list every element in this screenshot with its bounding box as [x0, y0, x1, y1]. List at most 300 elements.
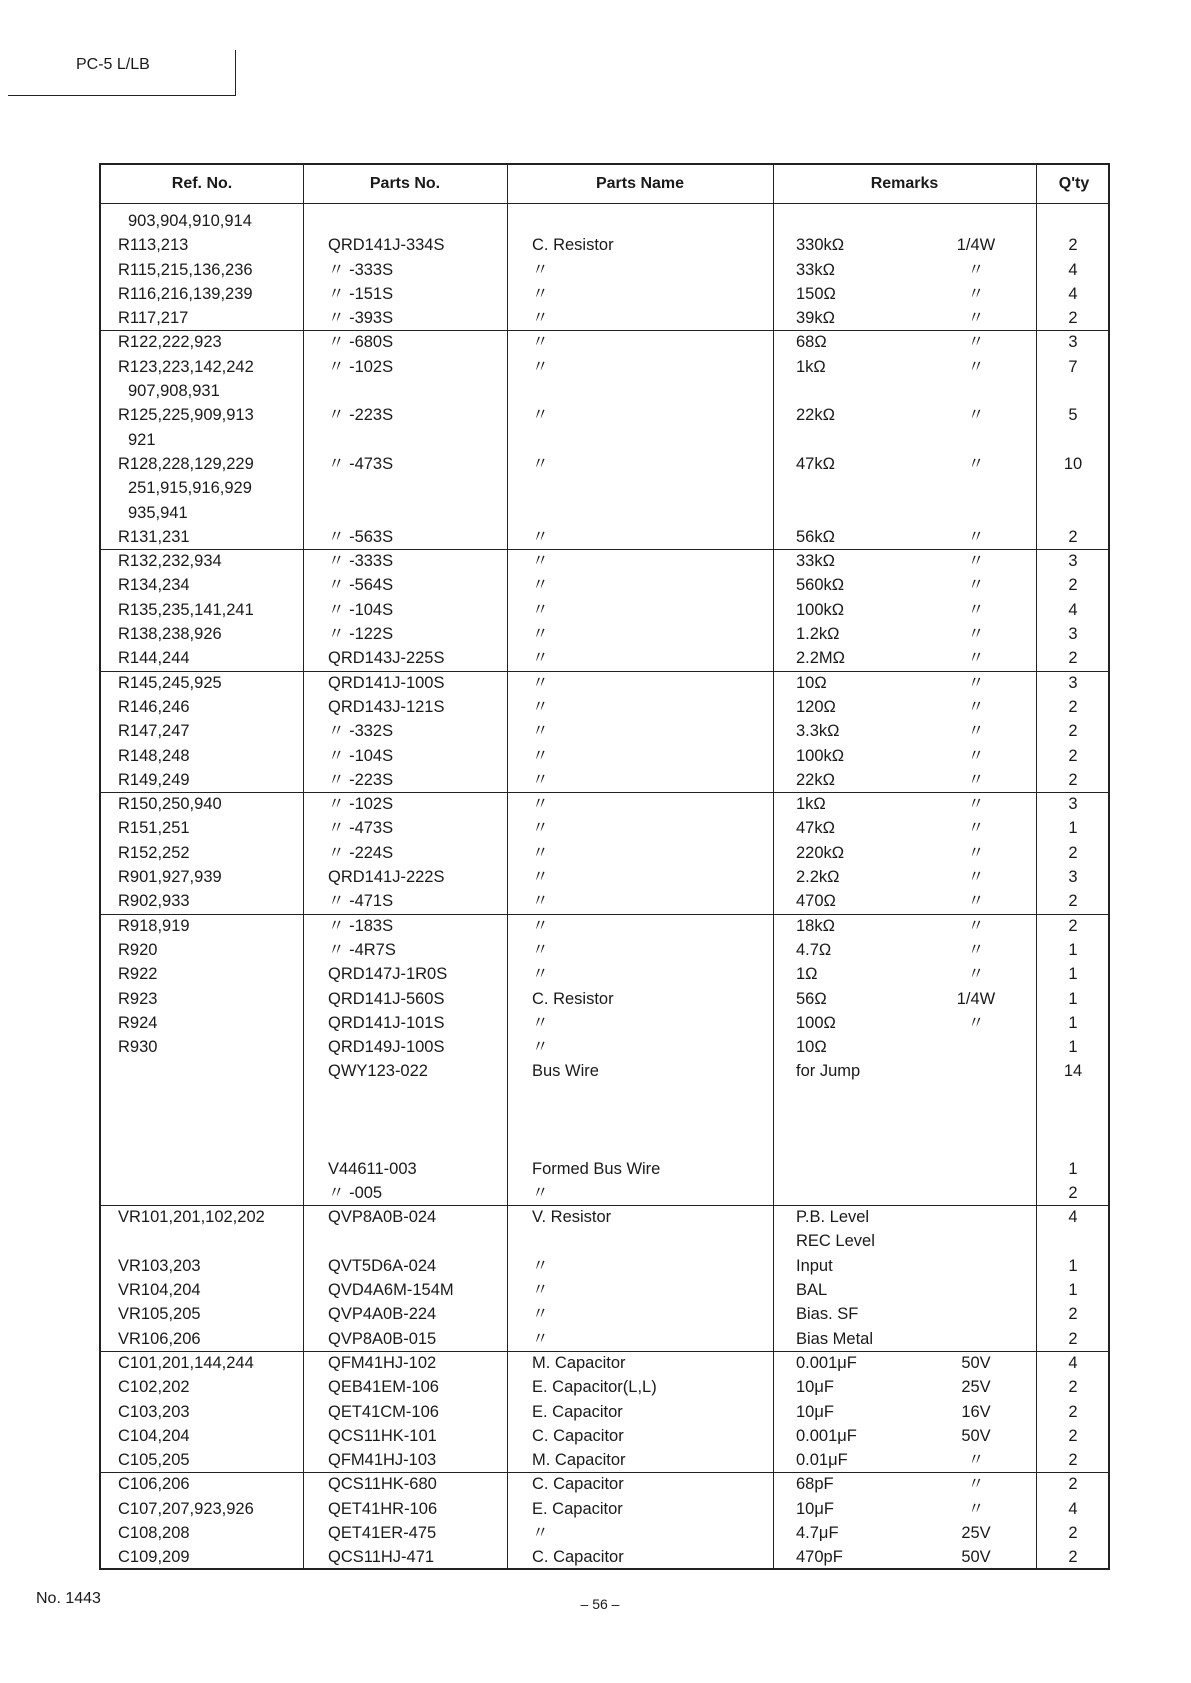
qty-cell: 4	[1068, 260, 1078, 279]
table-row	[101, 1132, 1108, 1156]
rating-cell: 〃	[967, 260, 985, 279]
remarks-cell: 68pF	[796, 1475, 834, 1494]
part-cell: QCS11HK-680	[328, 1475, 437, 1494]
table-row	[101, 695, 1108, 719]
ref-cell: C102,202	[118, 1378, 190, 1397]
part-cell: 〃 -333S	[328, 260, 394, 279]
qty-cell: 1	[1068, 1038, 1078, 1057]
qty-cell: 2	[1068, 1378, 1078, 1397]
rating-cell: 〃	[967, 649, 985, 668]
rating-cell: 16V	[961, 1402, 991, 1421]
ref-cell: R135,235,141,241	[118, 600, 254, 619]
name-cell: 〃	[532, 1038, 549, 1057]
remarks-cell: BAL	[796, 1281, 828, 1300]
part-cell: 〃 -393S	[328, 309, 394, 328]
table-row	[101, 1035, 1108, 1059]
qty-cell: 1	[1068, 1281, 1078, 1300]
qty-cell: 1	[1068, 1013, 1078, 1032]
header-ref: Ref. No.	[171, 175, 233, 192]
rating-cell: 〃	[967, 576, 985, 595]
name-cell: 〃	[532, 965, 549, 984]
part-cell: 〃 -183S	[328, 916, 394, 935]
name-cell: Bus Wire	[532, 1062, 599, 1081]
table-row	[101, 1059, 1108, 1083]
qty-cell: 3	[1068, 868, 1078, 887]
ref-cell: R131,231	[118, 527, 190, 546]
remarks-cell: 33kΩ	[796, 552, 835, 571]
table-row	[101, 1205, 1108, 1229]
part-cell: QET41CM-106	[328, 1402, 439, 1421]
ref-cell: VR104,204	[118, 1281, 201, 1300]
rating-cell: 〃	[967, 916, 985, 935]
table-row	[101, 914, 1108, 938]
name-cell: 〃	[532, 1524, 549, 1543]
part-cell: QET41ER-475	[328, 1524, 437, 1543]
ref-cell: R152,252	[118, 843, 190, 862]
part-cell: QFM41HJ-103	[328, 1451, 437, 1470]
ref-cell: R902,933	[118, 892, 190, 911]
part-cell: QVT5D6A-024	[328, 1256, 437, 1275]
ref-cell: C105,205	[118, 1451, 190, 1470]
qty-cell: 4	[1068, 284, 1078, 303]
table-row	[101, 1327, 1108, 1351]
name-cell: 〃	[532, 746, 549, 765]
qty-cell: 2	[1068, 1426, 1078, 1445]
rating-cell: 1/4W	[956, 236, 996, 255]
name-cell: 〃	[532, 819, 549, 838]
name-cell: C. Resistor	[532, 236, 614, 255]
table-row	[101, 403, 1108, 427]
table-row	[101, 1278, 1108, 1302]
ref-cell: R918,919	[118, 916, 190, 935]
remarks-cell: 1.2kΩ	[796, 625, 840, 644]
remarks-cell: 220kΩ	[796, 843, 845, 862]
table-row	[101, 1157, 1108, 1181]
part-cell: 〃 -473S	[328, 454, 394, 473]
part-cell: 〃 -332S	[328, 722, 394, 741]
ref-cell: R930	[118, 1038, 158, 1057]
qty-cell: 1	[1068, 1256, 1078, 1275]
name-cell: 〃	[532, 795, 549, 814]
rating-cell: 〃	[967, 746, 985, 765]
remarks-cell: 1kΩ	[796, 357, 826, 376]
ref-cell: R116,216,139,239	[118, 284, 253, 303]
qty-cell: 2	[1068, 309, 1078, 328]
rating-cell: 〃	[967, 843, 985, 862]
table-row	[101, 1545, 1108, 1569]
ref-cell: R117,217	[118, 309, 189, 328]
ref-cell: R145,245,925	[118, 673, 222, 692]
name-cell: 〃	[532, 1256, 549, 1275]
table-row	[101, 622, 1108, 646]
table-row	[101, 1521, 1108, 1545]
name-cell: 〃	[532, 309, 549, 328]
ref-cell: C108,208	[118, 1524, 190, 1543]
ref-cell: C107,207,923,926	[118, 1499, 254, 1518]
table-row	[101, 792, 1108, 816]
model-divider	[235, 50, 236, 96]
qty-cell: 2	[1068, 1329, 1078, 1348]
ref-cell: R901,927,939	[118, 868, 222, 887]
ref-cell: R922	[118, 965, 158, 984]
qty-cell: 2	[1068, 1402, 1078, 1421]
ref-cell: 251,915,916,929	[128, 479, 252, 498]
rating-cell: 50V	[961, 1548, 991, 1567]
qty-cell: 2	[1068, 1305, 1078, 1324]
remarks-cell: 1Ω	[796, 965, 818, 984]
part-cell: 〃 -473S	[328, 819, 394, 838]
ref-cell: R128,228,129,229	[118, 454, 254, 473]
ref-cell: R138,238,926	[118, 625, 222, 644]
ref-cell: 907,908,931	[128, 382, 220, 401]
qty-cell: 3	[1068, 552, 1078, 571]
part-cell: 〃 -223S	[328, 406, 394, 425]
part-cell: 〃 -102S	[328, 795, 394, 814]
name-cell: C. Capacitor	[532, 1475, 624, 1494]
rating-cell: 〃	[967, 795, 985, 814]
name-cell: 〃	[532, 843, 549, 862]
rating-cell: 〃	[967, 454, 985, 473]
header-qty: Q'ty	[1058, 175, 1090, 192]
rating-cell: 〃	[967, 940, 985, 959]
rating-cell: 〃	[967, 722, 985, 741]
remarks-cell: 330kΩ	[796, 236, 845, 255]
table-row	[101, 1448, 1108, 1472]
part-cell: 〃 -151S	[328, 284, 394, 303]
part-cell: 〃 -102S	[328, 357, 394, 376]
rating-cell: 50V	[961, 1353, 991, 1372]
part-cell: QRD141J-334S	[328, 236, 445, 255]
table-row	[101, 719, 1108, 743]
ref-cell: VR105,205	[118, 1305, 201, 1324]
name-cell: 〃	[532, 1281, 549, 1300]
remarks-cell: 47kΩ	[796, 454, 835, 473]
remarks-cell: 100kΩ	[796, 746, 845, 765]
name-cell: 〃	[532, 649, 549, 668]
rating-cell: 〃	[967, 868, 985, 887]
table-row	[101, 744, 1108, 768]
ref-cell: C109,209	[118, 1548, 190, 1567]
part-cell: QFM41HJ-102	[328, 1353, 437, 1372]
name-cell: 〃	[532, 697, 549, 716]
qty-cell: 4	[1068, 1208, 1078, 1227]
header-rule	[101, 203, 1108, 204]
remarks-cell: 2.2MΩ	[796, 649, 846, 668]
qty-cell: 2	[1068, 843, 1078, 862]
part-cell: QRD141J-100S	[328, 673, 445, 692]
qty-cell: 2	[1068, 1183, 1078, 1202]
name-cell: 〃	[532, 357, 549, 376]
table-row	[101, 938, 1108, 962]
part-cell: 〃 -005	[328, 1183, 383, 1202]
table-row	[101, 816, 1108, 840]
remarks-cell: 0.001μF	[796, 1353, 857, 1372]
name-cell: 〃	[532, 940, 549, 959]
ref-cell: R122,222,923	[118, 333, 222, 352]
qty-cell: 3	[1068, 625, 1078, 644]
ref-cell: C103,203	[118, 1402, 190, 1421]
ref-cell: R150,250,940	[118, 795, 222, 814]
part-cell: 〃 -223S	[328, 770, 394, 789]
part-cell: 〃 -471S	[328, 892, 394, 911]
name-cell: 〃	[532, 333, 549, 352]
name-cell: 〃	[532, 260, 549, 279]
qty-cell: 10	[1063, 454, 1083, 473]
ref-cell: R923	[118, 989, 158, 1008]
ref-cell: 903,904,910,914	[128, 212, 252, 230]
ref-cell: R123,223,142,242	[118, 357, 254, 376]
name-cell: 〃	[532, 576, 549, 595]
ref-cell: R149,249	[118, 770, 190, 789]
ref-cell: VR101,201,102,202	[118, 1208, 265, 1227]
table-row	[101, 379, 1108, 403]
part-cell: QVP8A0B-024	[328, 1208, 437, 1227]
table-row	[101, 1351, 1108, 1375]
ref-cell: R134,234	[118, 576, 190, 595]
table-row	[101, 1181, 1108, 1205]
ref-cell: R148,248	[118, 746, 190, 765]
qty-cell: 2	[1068, 649, 1078, 668]
table-row	[101, 1084, 1108, 1108]
remarks-cell: 560kΩ	[796, 576, 845, 595]
qty-cell: 1	[1068, 940, 1078, 959]
qty-cell: 5	[1068, 406, 1078, 425]
name-cell: Formed Bus Wire	[532, 1159, 661, 1178]
name-cell: 〃	[532, 868, 549, 887]
name-cell: E. Capacitor(L,L)	[532, 1378, 657, 1397]
name-cell: 〃	[532, 1183, 549, 1202]
name-cell: 〃	[532, 770, 549, 789]
part-cell: QWY123-022	[328, 1062, 428, 1081]
remarks-cell: 470pF	[796, 1548, 843, 1567]
qty-cell: 4	[1068, 1499, 1078, 1518]
remarks-cell: REC Level	[796, 1232, 875, 1251]
rating-cell: 〃	[967, 673, 985, 692]
remarks-cell: 1kΩ	[796, 795, 826, 814]
remarks-cell: 120Ω	[796, 697, 836, 716]
part-cell: QEB41EM-106	[328, 1378, 439, 1397]
rating-cell: 〃	[967, 625, 985, 644]
ref-cell: R920	[118, 940, 158, 959]
remarks-cell: 68Ω	[796, 333, 827, 352]
table-row	[101, 1400, 1108, 1424]
table-row	[101, 889, 1108, 913]
remarks-cell: 10μF	[796, 1499, 834, 1518]
part-cell: QRD141J-222S	[328, 868, 445, 887]
part-cell: QVP4A0B-224	[328, 1305, 437, 1324]
name-cell: M. Capacitor	[532, 1353, 626, 1372]
part-cell: QRD143J-225S	[328, 649, 445, 668]
part-cell: 〃 -122S	[328, 625, 394, 644]
remarks-cell: 47kΩ	[796, 819, 835, 838]
qty-cell: 3	[1068, 333, 1078, 352]
qty-cell: 2	[1068, 916, 1078, 935]
remarks-cell: 4.7μF	[796, 1524, 839, 1543]
remarks-cell: 100Ω	[796, 1013, 836, 1032]
name-cell: V. Resistor	[532, 1208, 612, 1227]
part-cell: QRD141J-101S	[328, 1013, 445, 1032]
table-row	[101, 987, 1108, 1011]
table-row	[101, 1108, 1108, 1132]
rating-cell: 25V	[961, 1524, 991, 1543]
remarks-cell: Bias Metal	[796, 1329, 874, 1348]
ref-cell: C106,206	[118, 1475, 190, 1494]
rating-cell: 〃	[967, 1475, 985, 1494]
remarks-cell: 18kΩ	[796, 916, 835, 935]
header-name: Parts Name	[595, 175, 685, 192]
qty-cell: 1	[1068, 819, 1078, 838]
part-cell: 〃 -104S	[328, 600, 394, 619]
qty-cell: 7	[1068, 357, 1078, 376]
qty-cell: 2	[1068, 236, 1078, 255]
part-cell: 〃 -104S	[328, 746, 394, 765]
remarks-cell: for Jump	[796, 1062, 861, 1081]
table-row	[101, 573, 1108, 597]
ref-cell: R113,213	[118, 236, 189, 255]
document-number: No. 1443	[36, 1590, 101, 1607]
table-row	[101, 452, 1108, 476]
remarks-cell: 22kΩ	[796, 406, 835, 425]
ref-cell: R146,246	[118, 697, 190, 716]
name-cell: 〃	[532, 552, 549, 571]
table-row	[101, 501, 1108, 525]
ref-cell: R144,244	[118, 649, 190, 668]
table-row	[101, 282, 1108, 306]
rating-cell: 〃	[967, 819, 985, 838]
qty-cell: 2	[1068, 1548, 1078, 1567]
name-cell: 〃	[532, 625, 549, 644]
table-row	[101, 355, 1108, 379]
table-row	[101, 671, 1108, 695]
remarks-cell: Bias. SF	[796, 1305, 859, 1324]
qty-cell: 2	[1068, 770, 1078, 789]
remarks-cell: 56Ω	[796, 989, 827, 1008]
remarks-cell: 4.7Ω	[796, 940, 832, 959]
page-number: – 56 –	[580, 1596, 620, 1612]
qty-cell: 3	[1068, 673, 1078, 692]
ref-cell: R132,232,934	[118, 552, 222, 571]
table-row	[101, 209, 1108, 233]
name-cell: 〃	[532, 406, 549, 425]
ref-cell: 935,941	[128, 503, 188, 522]
name-cell: M. Capacitor	[532, 1451, 626, 1470]
name-cell: C. Resistor	[532, 989, 614, 1008]
remarks-cell: P.B. Level	[796, 1208, 870, 1227]
part-cell: 〃 -564S	[328, 576, 394, 595]
table-row	[101, 1302, 1108, 1326]
ref-cell: R115,215,136,236	[118, 260, 253, 279]
rating-cell: 〃	[967, 527, 985, 546]
part-cell: 〃 -680S	[328, 333, 394, 352]
rating-cell: 〃	[967, 309, 985, 328]
ref-cell: R125,225,909,913	[118, 406, 254, 425]
part-cell: QRD141J-560S	[328, 989, 445, 1008]
qty-cell: 14	[1063, 1062, 1083, 1081]
qty-cell: 2	[1068, 697, 1078, 716]
model-underline	[8, 95, 235, 96]
remarks-cell: 10μF	[796, 1378, 834, 1397]
remarks-cell: Input	[796, 1256, 833, 1275]
remarks-cell: 470Ω	[796, 892, 836, 911]
part-cell: QVP8A0B-015	[328, 1329, 437, 1348]
table-row	[101, 525, 1108, 549]
qty-cell: 1	[1068, 965, 1078, 984]
rating-cell: 1/4W	[956, 989, 996, 1008]
rating-cell: 〃	[967, 1451, 985, 1470]
qty-cell: 2	[1068, 746, 1078, 765]
name-cell: C. Capacitor	[532, 1548, 624, 1567]
header-remarks: Remarks	[870, 175, 939, 192]
qty-cell: 1	[1068, 1159, 1078, 1178]
table-row	[101, 1229, 1108, 1253]
remarks-cell: 0.01μF	[796, 1451, 848, 1470]
remarks-cell: 39kΩ	[796, 309, 835, 328]
table-row	[101, 1375, 1108, 1399]
remarks-cell: 10Ω	[796, 673, 827, 692]
name-cell: C. Capacitor	[532, 1426, 624, 1445]
rating-cell: 〃	[967, 892, 985, 911]
qty-cell: 2	[1068, 722, 1078, 741]
rating-cell: 〃	[967, 1499, 985, 1518]
part-cell: QRD147J-1R0S	[328, 965, 448, 984]
remarks-cell: 33kΩ	[796, 260, 835, 279]
table-row	[101, 306, 1108, 330]
rating-cell: 〃	[967, 1013, 985, 1032]
name-cell: 〃	[532, 722, 549, 741]
part-cell: QRD143J-121S	[328, 697, 445, 716]
table-row	[101, 258, 1108, 282]
ref-cell: C101,201,144,244	[118, 1353, 254, 1372]
name-cell: E. Capacitor	[532, 1402, 623, 1421]
table-row	[101, 233, 1108, 257]
parts-table	[99, 163, 1110, 1570]
part-cell: QCS11HK-101	[328, 1426, 437, 1445]
name-cell: 〃	[532, 527, 549, 546]
part-cell: QVD4A6M-154M	[328, 1281, 454, 1300]
remarks-cell: 22kΩ	[796, 770, 835, 789]
ref-cell: C104,204	[118, 1426, 190, 1445]
table-row	[101, 841, 1108, 865]
name-cell: 〃	[532, 1013, 549, 1032]
remarks-cell: 10Ω	[796, 1038, 827, 1057]
table-row	[101, 1254, 1108, 1278]
table-row	[101, 1497, 1108, 1521]
qty-cell: 2	[1068, 892, 1078, 911]
rating-cell: 〃	[967, 770, 985, 789]
remarks-cell: 100kΩ	[796, 600, 845, 619]
qty-cell: 2	[1068, 1451, 1078, 1470]
table-row	[101, 1424, 1108, 1448]
rating-cell: 〃	[967, 357, 985, 376]
rating-cell: 〃	[967, 552, 985, 571]
header-part: Parts No.	[369, 175, 441, 192]
qty-cell: 3	[1068, 795, 1078, 814]
table-row	[101, 549, 1108, 573]
part-cell: QET41HR-106	[328, 1499, 438, 1518]
rating-cell: 〃	[967, 406, 985, 425]
remarks-cell: 3.3kΩ	[796, 722, 840, 741]
name-cell: 〃	[532, 600, 549, 619]
table-row	[101, 768, 1108, 792]
table-row	[101, 476, 1108, 500]
rating-cell: 〃	[967, 600, 985, 619]
qty-cell: 2	[1068, 527, 1078, 546]
remarks-cell: 2.2kΩ	[796, 868, 840, 887]
remarks-cell: 0.001μF	[796, 1426, 857, 1445]
table-row	[101, 1472, 1108, 1496]
table-row	[101, 330, 1108, 354]
table-row	[101, 646, 1108, 670]
